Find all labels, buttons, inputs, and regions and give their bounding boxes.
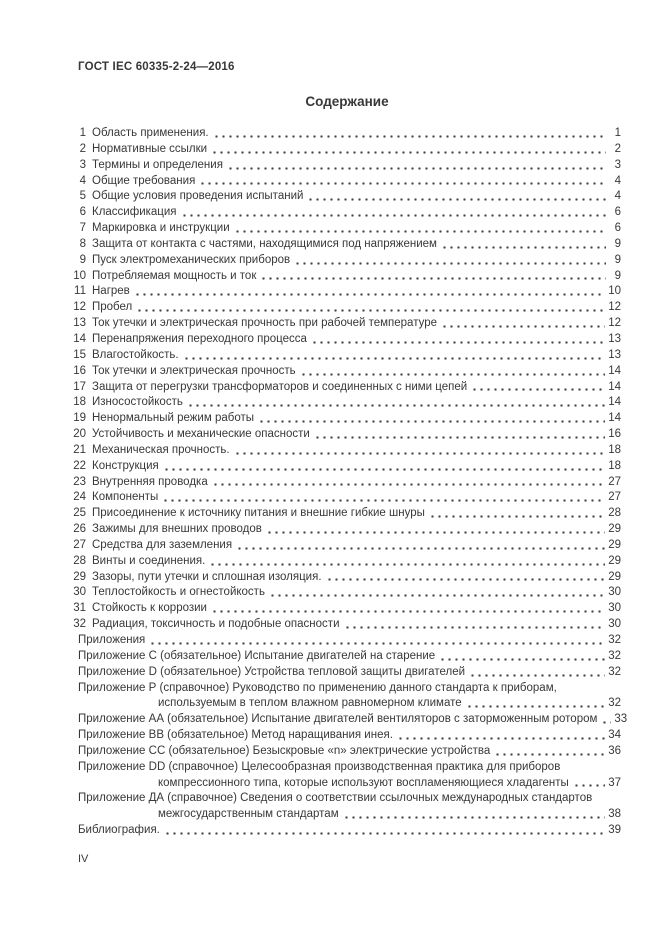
toc-entry-label: Конструкция — [92, 459, 159, 472]
toc-row — [73, 142, 621, 158]
toc-entry-number: 25 — [73, 507, 86, 520]
toc-entry-label: Общие условия проведения испытаний — [92, 190, 304, 203]
toc-entry-label: Перенапряжения переходного процесса — [92, 332, 307, 345]
toc-entry-page: 14 — [608, 364, 621, 377]
toc-entry-label: Присоединение к источнику питания и внешние гибкие шнуры — [92, 507, 425, 520]
toc-entry-page: 14 — [608, 396, 621, 409]
toc-entry-page: 6 — [614, 206, 621, 219]
toc-entry-page: 30 — [608, 602, 621, 615]
toc-leader-dots — [227, 161, 606, 172]
toc-leader-dots — [397, 731, 605, 742]
toc-leader-dots — [439, 652, 605, 663]
toc-leader-dots — [344, 620, 606, 631]
toc-entry-number: 15 — [73, 348, 86, 361]
toc-entry-label: Нормативные ссылки — [92, 142, 208, 155]
toc-leader-dots — [149, 636, 605, 647]
toc-leader-dots — [466, 699, 606, 710]
toc-row — [73, 348, 621, 364]
toc-entry-label: Защита от перегрузки трансформаторов и соединенных с ними цепей — [92, 380, 468, 393]
toc-leader-dots — [181, 208, 606, 219]
toc-leader-dots — [260, 271, 606, 282]
toc-row — [73, 221, 621, 237]
toc-leader-dots — [343, 810, 606, 821]
toc-leader-dots — [164, 826, 605, 837]
toc-row — [73, 490, 621, 506]
toc-entry-number: 2 — [79, 142, 86, 155]
toc-entry-number: 22 — [73, 459, 86, 472]
toc-entry-label: Классификация — [92, 206, 177, 219]
toc-row — [73, 332, 621, 348]
toc-entry-number: 27 — [73, 538, 86, 551]
toc-entry-page: 32 — [608, 697, 621, 710]
toc-leader-dots — [163, 462, 605, 473]
toc-leader-dots — [601, 715, 611, 726]
toc-entry-number: 32 — [73, 618, 86, 631]
toc-entry-label: Защита от контакта с частями, находящимися под напряжением — [92, 237, 437, 250]
toc-entry-label: Библиография. — [78, 824, 160, 837]
toc-entry-label: Маркировка и инструкции — [92, 222, 230, 235]
toc-row — [73, 126, 621, 142]
toc-entry-page: 4 — [614, 174, 621, 187]
toc-entry-label: Потребляемая мощность и ток — [92, 269, 257, 282]
toc-leader-dots — [494, 747, 605, 758]
toc-entry-label: Винты и соединения. — [92, 554, 206, 567]
toc-row — [73, 760, 621, 776]
toc-row — [73, 269, 621, 285]
toc-entry-label: Внутренняя проводка — [92, 475, 208, 488]
toc-row — [73, 174, 621, 190]
toc-entry-page: 32 — [608, 634, 621, 646]
toc-entry-label: используемым в теплом влажном равномерном климате — [158, 697, 462, 710]
toc-entry-number: 3 — [79, 158, 86, 171]
toc-entry-label: Приложение Р (справочное) Руководство по применению данного стандарта к приборам, — [78, 681, 557, 694]
toc-entry-page: 34 — [608, 729, 621, 742]
toc-entry-page: 3 — [614, 158, 621, 171]
toc-entry-number: 19 — [73, 412, 86, 425]
toc-entry-page: 18 — [608, 443, 621, 456]
toc-entry-page: 29 — [608, 538, 621, 551]
toc-leader-dots — [183, 351, 606, 362]
toc-row — [73, 411, 621, 427]
toc-row — [73, 189, 621, 205]
toc-entry-page: 29 — [608, 554, 621, 567]
toc-entry-label: Зажимы для внешних проводов — [92, 523, 262, 536]
doc-code: ГОСТ IEC 60335-2-24—2016 — [78, 61, 235, 73]
toc-entry-label: Радиация, токсичность и подобные опасности — [92, 618, 340, 631]
toc-entry-page: 32 — [608, 649, 621, 662]
toc-entry-label: Теплостойкость и огнестойкость — [92, 586, 265, 599]
toc-leader-dots — [314, 430, 605, 441]
toc-entry-page: 27 — [608, 475, 621, 488]
toc-entry-number: 16 — [73, 364, 86, 377]
toc-entry-label: компрессионного типа, которые используют воспламеняющиеся хладагенты — [158, 776, 569, 789]
toc-entry-number: 18 — [73, 396, 86, 409]
toc-row — [73, 284, 621, 300]
toc-row — [73, 585, 621, 601]
toc-row — [73, 665, 621, 681]
toc-entry-page: 9 — [614, 253, 621, 266]
toc-entry-label: Приложение СС (обязательное) Безыскровые «n» электрические устройства — [78, 744, 491, 757]
toc-entry-label: Ток утечки и электрическая прочность при рабочей температуре — [92, 317, 438, 330]
toc-entry-label: Зазоры, пути утечки и сплошная изоляция. — [92, 570, 322, 583]
toc-entry-number: 24 — [73, 491, 86, 504]
toc-entry-page: 2 — [614, 142, 621, 155]
toc-leader-dots — [213, 129, 606, 140]
toc-leader-dots — [469, 668, 605, 679]
toc-entry-page: 30 — [608, 618, 621, 631]
toc-leader-dots — [326, 572, 606, 583]
toc-entry-label: Приложение DD (справочное) Целесообразная производственная практика для приборов — [78, 760, 561, 773]
toc-entry-number: 26 — [73, 523, 86, 536]
toc-leader-dots — [236, 541, 605, 552]
toc-entry-page: 9 — [614, 237, 621, 250]
toc-row — [73, 617, 621, 633]
toc-row — [73, 205, 621, 221]
toc-entry-number: 13 — [73, 317, 86, 330]
toc-row — [73, 380, 621, 396]
toc-list — [73, 126, 628, 839]
toc-entry-page: 29 — [608, 523, 621, 536]
footer-page-number: IV — [78, 852, 89, 865]
toc-entry-number: 23 — [73, 475, 86, 488]
toc-entry-page: 27 — [608, 491, 621, 504]
toc-leader-dots — [162, 493, 605, 504]
toc-entry-label: Приложение D (обязательное) Устройства тепловой защиты двигателей — [78, 665, 466, 678]
toc-entry-number: 29 — [73, 570, 86, 583]
toc-entry-page: 14 — [608, 380, 621, 393]
toc-entry-page: 18 — [608, 459, 621, 472]
toc-row — [73, 158, 621, 174]
toc-leader-dots — [269, 588, 605, 599]
toc-entry-number: 5 — [79, 190, 86, 203]
toc-row — [73, 300, 621, 316]
toc-leader-dots — [234, 224, 606, 235]
toc-entry-page: 12 — [608, 301, 621, 314]
toc-entry-page: 37 — [608, 776, 621, 789]
toc-entry-label: Устойчивость и механические опасности — [92, 428, 310, 441]
toc-leader-dots — [199, 176, 606, 187]
toc-leader-dots — [211, 604, 605, 615]
toc-row — [73, 538, 621, 554]
toc-leader-dots — [212, 477, 605, 488]
toc-entry-number: 11 — [74, 285, 86, 298]
toc-entry-page: 32 — [608, 665, 621, 678]
toc-row — [73, 554, 621, 570]
toc-entry-number: 21 — [73, 443, 86, 456]
toc-entry-label: Пуск электромеханических приборов — [92, 253, 291, 266]
toc-entry-number: 6 — [79, 206, 86, 219]
toc-entry-number: 10 — [73, 269, 86, 282]
toc-entry-page: 13 — [608, 332, 621, 345]
toc-entry-number: 28 — [73, 554, 86, 567]
toc-row — [73, 807, 621, 823]
toc-leader-dots — [311, 335, 605, 346]
toc-row — [73, 728, 621, 744]
toc-row — [73, 253, 621, 269]
toc-entry-page: 9 — [614, 269, 621, 282]
toc-leader-dots — [471, 382, 605, 393]
toc-entry-page: 4 — [614, 190, 621, 203]
toc-entry-label: Влагостойкость. — [92, 348, 179, 361]
toc-entry-page: 30 — [608, 586, 621, 599]
toc-row — [73, 649, 621, 665]
toc-entry-label: Приложение С (обязательное) Испытание двигателей на старение — [78, 649, 436, 662]
toc-entry-number: 9 — [79, 253, 86, 266]
toc-row — [73, 475, 621, 491]
toc-entry-label: межгосударственным стандартам — [158, 808, 339, 821]
toc-entry-label: Приложение ВВ (обязательное) Метод наращивания инея. — [78, 729, 393, 742]
toc-leader-dots — [441, 240, 606, 251]
toc-entry-number: 31 — [73, 602, 86, 615]
toc-entry-number: 30 — [73, 586, 86, 599]
toc-entry-label: Ток утечки и электрическая прочность — [92, 364, 296, 377]
toc-entry-number: 1 — [79, 127, 86, 139]
toc-entry-page: 14 — [608, 412, 621, 425]
toc-entry-page: 39 — [608, 824, 621, 837]
toc-entry-number: 4 — [79, 174, 86, 187]
toc-row — [73, 237, 621, 253]
toc-entry-label: Ненормальный режим работы — [92, 412, 255, 425]
toc-entry-number: 8 — [79, 237, 86, 250]
toc-entry-label: Термины и определения — [92, 158, 223, 171]
toc-row — [73, 633, 621, 649]
toc-row — [73, 744, 621, 760]
toc-entry-page: 10 — [608, 285, 621, 298]
toc-row — [73, 395, 621, 411]
toc-leader-dots — [266, 525, 605, 536]
toc-entry-page: 6 — [614, 222, 621, 235]
toc-row — [73, 316, 621, 332]
toc-entry-page: 33 — [614, 713, 628, 726]
toc-leader-dots — [573, 778, 605, 789]
toc-row — [73, 522, 621, 538]
toc-entry-page: 12 — [608, 317, 621, 330]
toc-row — [73, 696, 621, 712]
toc-row — [73, 570, 621, 586]
toc-entry-label: Стойкость к коррозии — [92, 602, 207, 615]
toc-row — [73, 681, 621, 697]
toc-entry-label: Нагрев — [92, 285, 130, 298]
toc-entry-page: 13 — [608, 348, 621, 361]
toc-row — [73, 791, 621, 807]
toc-row — [73, 601, 621, 617]
toc-entry-number: 14 — [73, 332, 86, 345]
toc-entry-label: Приложение АА (обязательное) Испытание двигателей вентиляторов с заторможенным ротором — [78, 713, 598, 726]
toc-leader-dots — [258, 414, 605, 425]
toc-leader-dots — [209, 557, 605, 568]
toc-entry-label: Компоненты — [92, 491, 159, 504]
toc-leader-dots — [294, 256, 606, 267]
toc-entry-page: 36 — [608, 744, 621, 757]
toc-entry-page: 29 — [608, 570, 621, 583]
toc-leader-dots — [300, 367, 606, 378]
toc-entry-label: Пробел — [92, 301, 133, 314]
toc-entry-label: Приложение ДА (справочное) Сведения о соответствии ссылочных международных стандартов — [78, 792, 593, 805]
toc-entry-label: Область применения. — [92, 127, 209, 139]
toc-row — [73, 776, 621, 792]
toc-entry-number: 12 — [73, 301, 86, 314]
toc-entry-label: Средства для заземления — [92, 538, 233, 551]
toc-leader-dots — [134, 287, 605, 298]
toc-row — [73, 443, 621, 459]
toc-entry-number: 7 — [79, 222, 86, 235]
toc-entry-page: 38 — [608, 808, 621, 821]
toc-leader-dots — [234, 446, 606, 457]
toc-leader-dots — [429, 509, 605, 520]
toc-entry-label: Общие требования — [92, 174, 196, 187]
toc-entry-label: Приложения — [78, 634, 146, 646]
toc-entry-page: 1 — [614, 127, 621, 139]
toc-row — [73, 506, 621, 522]
toc-leader-dots — [211, 145, 606, 156]
toc-entry-label: Механическая прочность. — [92, 443, 230, 456]
toc-row — [73, 427, 621, 443]
toc-row — [73, 364, 621, 380]
toc-entry-number: 17 — [73, 380, 86, 393]
toc-entry-page: 16 — [608, 428, 621, 441]
toc-entry-label: Износостойкость — [92, 396, 183, 409]
toc-row — [73, 823, 621, 839]
toc-entry-page: 28 — [608, 507, 621, 520]
toc-leader-dots — [441, 319, 605, 330]
toc-leader-dots — [307, 192, 606, 203]
toc-row — [73, 712, 628, 728]
toc-row — [73, 459, 621, 475]
toc-leader-dots — [187, 398, 605, 409]
toc-entry-number: 20 — [73, 428, 86, 441]
page-title: Содержание — [305, 94, 389, 109]
toc-leader-dots — [136, 303, 605, 314]
